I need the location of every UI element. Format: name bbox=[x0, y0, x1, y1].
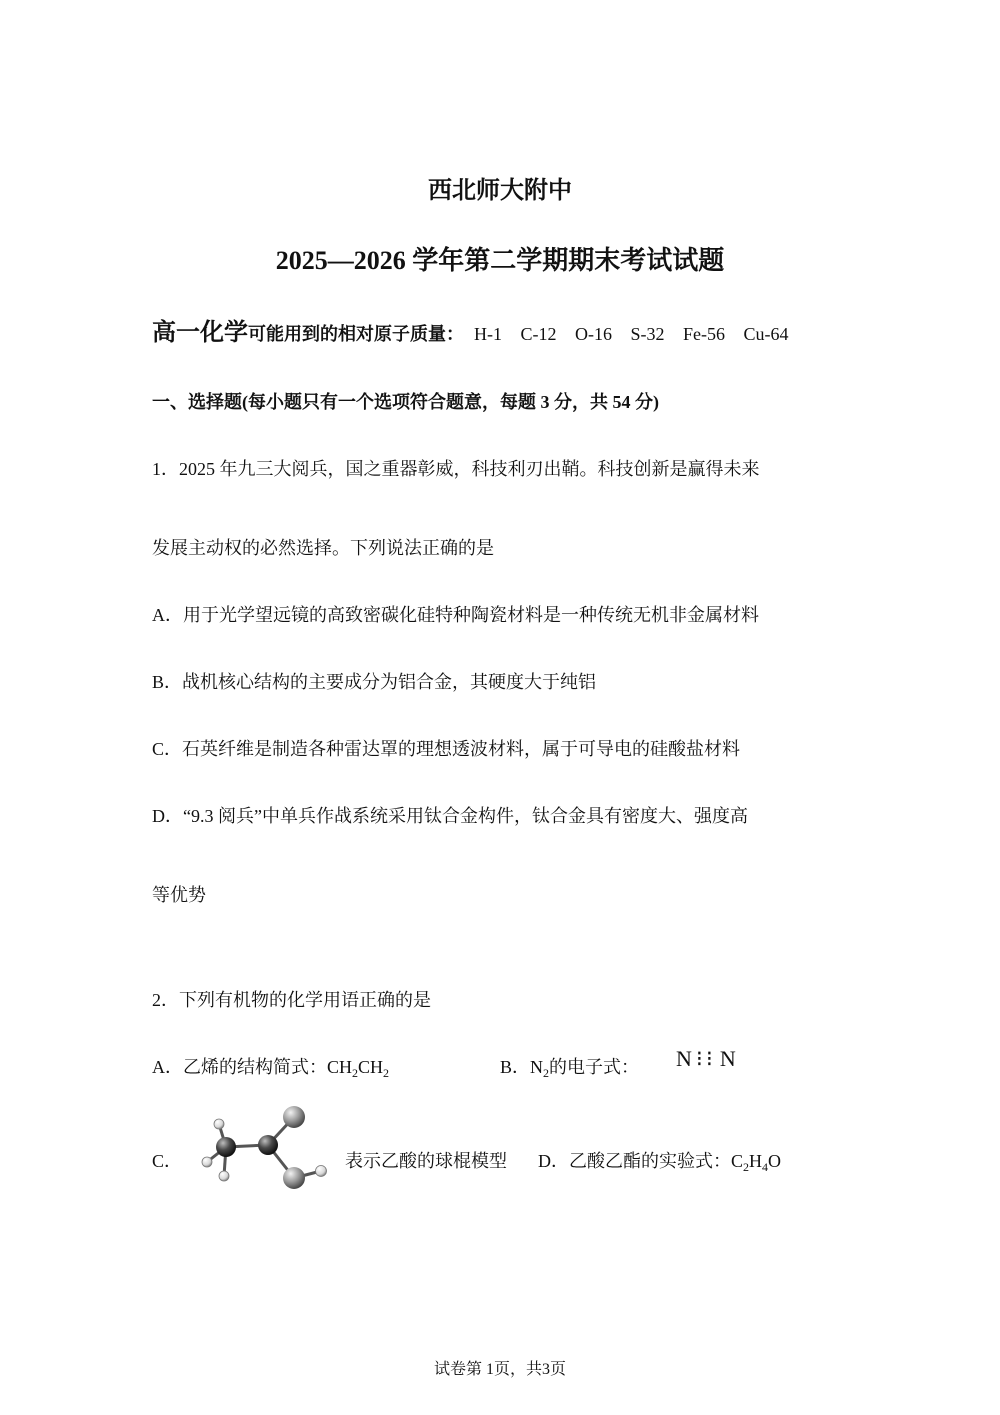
hydrogen-atom bbox=[219, 1171, 229, 1181]
n2-electron-formula bbox=[676, 1046, 736, 1072]
formula-part: H bbox=[749, 1151, 763, 1171]
hydrogen-atom bbox=[214, 1119, 224, 1129]
q2-stem: 2．下列有机物的化学用语正确的是 bbox=[152, 990, 431, 1010]
q1-option-b: B．战机核心结构的主要成分为铝合金，其硬度大于纯铝 bbox=[152, 672, 597, 692]
formula-subscript: 2 bbox=[743, 1160, 750, 1174]
q2-option-a-label: A．乙烯的结构简式： bbox=[152, 1057, 327, 1077]
hydrogen-atom bbox=[202, 1157, 212, 1167]
q2-option-b-text: 的电子式： bbox=[549, 1057, 640, 1077]
q2-option-b bbox=[500, 1053, 639, 1079]
nitrogen-atom-right: N bbox=[719, 1046, 736, 1071]
formula-subscript: 2 bbox=[383, 1066, 390, 1080]
triple-bond-dots: ⁝⁝ bbox=[695, 1046, 716, 1071]
exam-title: 2025—2026 学年第二学期期末考试试题 bbox=[275, 246, 725, 275]
formula-part: CH bbox=[327, 1057, 353, 1077]
atomic-mass-values: H-1 C-12 O-16 S-32 Fe-56 Cu-64 bbox=[474, 324, 789, 344]
q2-option-c-label: C． bbox=[152, 1151, 183, 1171]
carbon-atom bbox=[258, 1135, 278, 1155]
formula-part: O bbox=[768, 1151, 782, 1171]
q2-option-a bbox=[152, 1053, 389, 1079]
q1-option-c: C．石英纤维是制造各种雷达罩的理想透波材料，属于可导电的硅酸盐材料 bbox=[152, 739, 741, 759]
acetic-acid-ball-stick-model bbox=[195, 1100, 340, 1196]
q1-stem-line1: 1．2025 年九三大阅兵，国之重器彰威，科技利刃出鞘。科技创新是赢得未来 bbox=[152, 459, 760, 479]
q1-option-d-line1: D．“9.3 阅兵”中单兵作战系统采用钛合金构件，钛合金具有密度大、强度高 bbox=[152, 806, 748, 826]
q2-option-c-text: 表示乙酸的球棍模型 bbox=[345, 1151, 507, 1171]
atomic-mass-label: 可能用到的相对原子质量： bbox=[248, 324, 464, 344]
carbon-atom bbox=[216, 1137, 236, 1157]
oxygen-atom bbox=[283, 1167, 305, 1189]
school-name: 西北师大附中 bbox=[428, 178, 572, 204]
formula-subscript: 2 bbox=[543, 1066, 550, 1080]
section-title: 一、选择题(每小题只有一个选项符合题意，每题 3 分，共 54 分) bbox=[152, 392, 659, 412]
subject-name: 高一化学 bbox=[152, 320, 248, 346]
formula-subscript: 2 bbox=[352, 1066, 359, 1080]
q2-option-b-label: B．N bbox=[500, 1057, 544, 1077]
q1-option-d-line2: 等优势 bbox=[152, 885, 206, 905]
formula-part: CH bbox=[358, 1057, 384, 1077]
oxygen-atom bbox=[283, 1106, 305, 1128]
page-footer: 试卷第 1页，共3页 bbox=[433, 1361, 566, 1378]
formula-subscript: 4 bbox=[762, 1160, 769, 1174]
formula-part: C bbox=[731, 1151, 744, 1171]
subject-line bbox=[152, 312, 789, 347]
q2-option-d-label: D．乙酸乙酯的实验式： bbox=[538, 1151, 731, 1171]
nitrogen-atom-left: N bbox=[676, 1046, 692, 1071]
q1-stem-line2: 发展主动权的必然选择。下列说法正确的是 bbox=[152, 538, 494, 558]
q1-option-a: A．用于光学望远镜的高致密碳化硅特种陶瓷材料是一种传统无机非金属材料 bbox=[152, 605, 759, 625]
q2-option-d bbox=[538, 1147, 781, 1173]
hydrogen-atom bbox=[316, 1166, 327, 1177]
